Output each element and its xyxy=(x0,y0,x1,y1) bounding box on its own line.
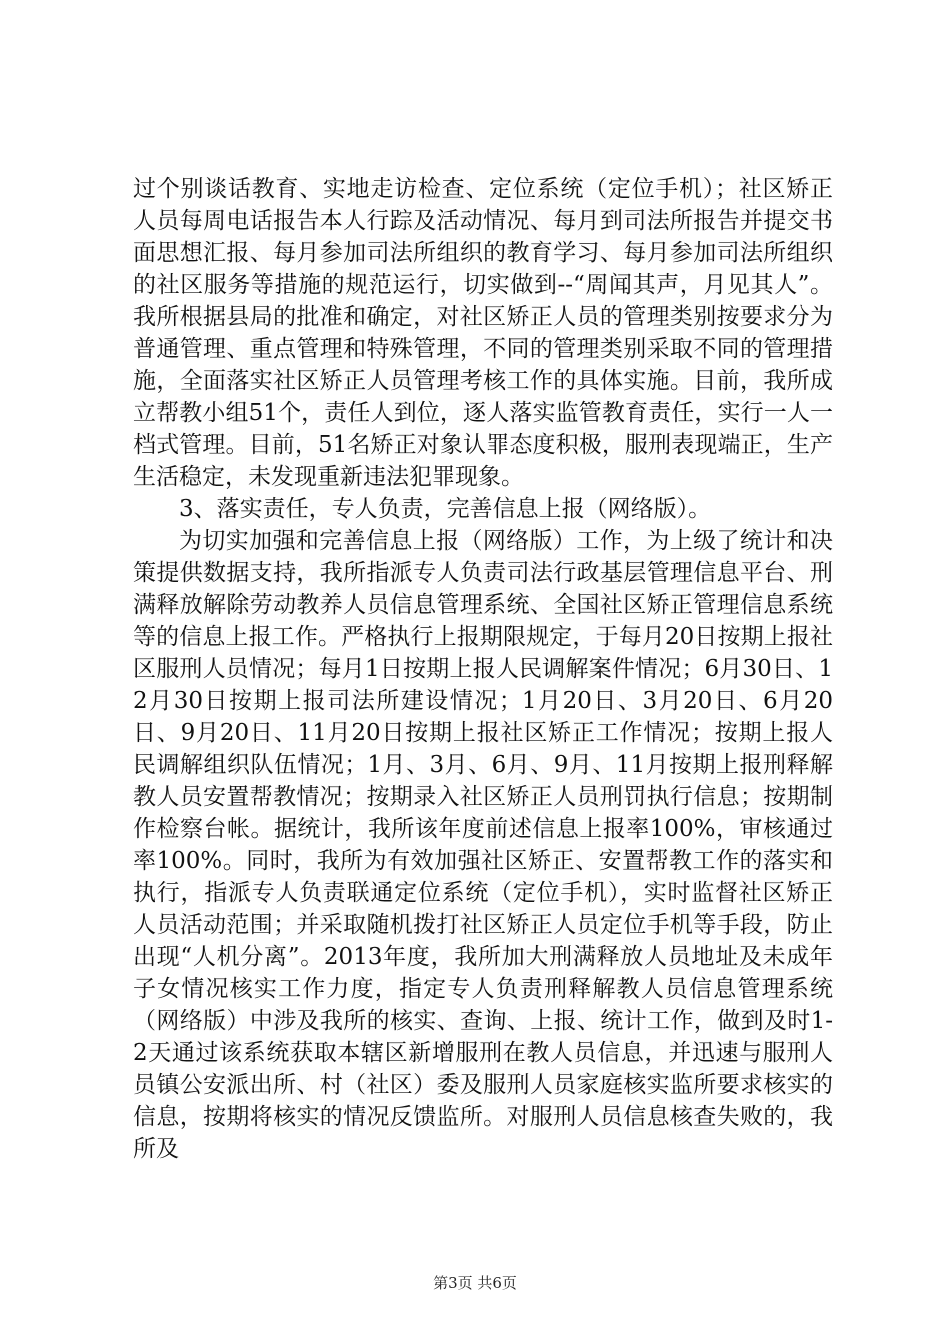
page-footer xyxy=(0,1272,950,1293)
document-body xyxy=(133,173,833,1165)
page-number-label: 第3页 共6页 xyxy=(433,1274,517,1292)
section-heading-3: 3、落实责任，专人负责，完善信息上报（网络版）。 xyxy=(179,496,712,522)
body-paragraph-2: 为切实加强和完善信息上报（网络版）工作，为上级了统计和决策提供数据支持，我所指派专人负责司法行政基层管理信息平台、刑满释放解除劳动教养人员信息管理系统、全国社区矫正管理信息系统等的信息上报工作。严格执行上报期限规定，于每月20日按期上报社区服刑人员情况；每月1日按期上报人民调解案件情况；6月30日、12月30日按期上报司法所建设情况；1月20日、3月20日、6月20日、9月20日、11月20日按期上报社区矫正工作情况；按期上报人民调解组织队伍情况；1月、3月、6月、9月、11月按期上报刑释解教人员安置帮教情况；按期录入社区矫正人员刑罚执行信息；按期制作检察台帐。据统计，我所该年度前述信息上报率100%，审核通过率100%。同时，我所为有效加强社区矫正、安置帮教工作的落实和执行，指派专人负责联通定位系统（定位手机），实时监督社区矫正人员活动范围；并采取随机拨打社区矫正人员定位手机等手段，防止出现“人机分离”。2013年度，我所加大刑满释放人员地址及未成年子女情况核实工作力度，指定专人负责刑释解教人员信息管理系统（网络版）中涉及我所的核实、查询、上报、统计工作，做到及时1-2天通过该系统获取本辖区新增服刑在教人员信息，并迅速与服刑人员镇公安派出所、村（社区）委及服刑人员家庭核实监所要求核实的信息，按期将核实的情况反馈监所。对服刑人员信息核查失败的，我所及 xyxy=(133,528,833,1162)
body-paragraph-1: 过个别谈话教育、实地走访检查、定位系统（定位手机）；社区矫正人员每周电话报告本人行踪及活动情况、每月到司法所报告并提交书面思想汇报、每月参加司法所组织的教育学习、每月参加司法所组织的社区服务等措施的规范运行，切实做到--“周闻其声，月见其人”。我所根据县局的批准和确定，对社区矫正人员的管理类别按要求分为普通管理、重点管理和特殊管理，不同的管理类别采取不同的管理措施，全面落实社区矫正人员管理考核工作的具体实施。目前，我所成立帮教小组51个，责任人到位，逐人落实监管教育责任，实行一人一档式管理。目前，51名矫正对象认罪态度积极，服刑表现端正，生产生活稳定，未发现重新违法犯罪现象。 xyxy=(133,176,833,490)
